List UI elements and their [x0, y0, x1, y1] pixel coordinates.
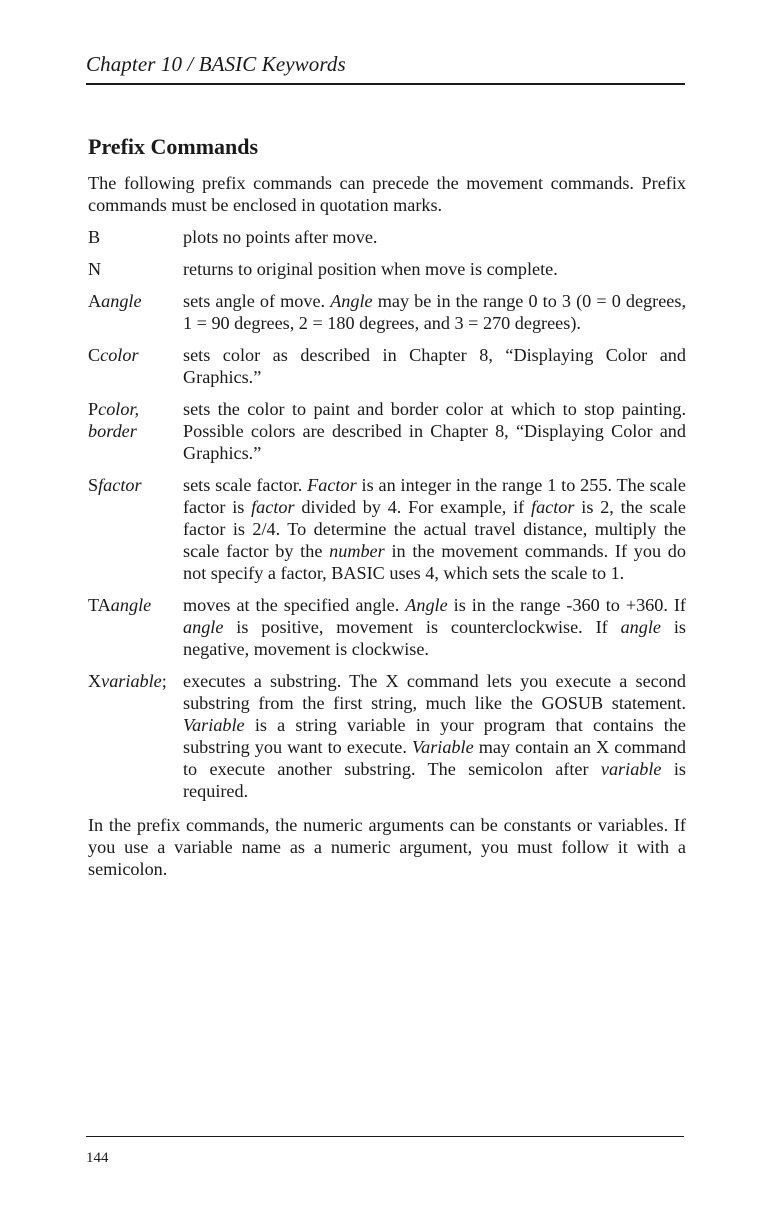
definition-text: in the movement commands. If you do not specify a factor, BASIC uses 4, which sets the scale to 1. [183, 541, 686, 583]
term-prefix: P [88, 399, 99, 419]
definition-emphasis: Variable [412, 737, 474, 757]
entry-term [88, 344, 183, 388]
entry-definition: sets color as described in Chapter 8, “Displaying Color and Graphics.” [183, 345, 686, 387]
term-argument: variable [101, 671, 162, 691]
term-argument: factor [98, 475, 142, 495]
entry-term [88, 474, 183, 584]
term-argument: angle [110, 595, 152, 615]
definition-text: is 2, the scale factor is 2/4. To determine the actual travel distance, multiply the scale factor by the [183, 497, 686, 561]
definition-text: is negative, movement is clockwise. [183, 617, 686, 659]
section-heading: Prefix Commands [88, 134, 259, 159]
page-number: 144 [86, 1150, 109, 1166]
definition-emphasis: Variable [183, 715, 245, 735]
entry-term [88, 290, 183, 334]
definition-entry-scale [88, 474, 686, 584]
definition-emphasis: number [329, 541, 385, 561]
entry-definition: sets the color to paint and border color at which to stop painting. Possible colors are described in Chapter 8, “Displaying Color and Graphics.” [183, 399, 686, 463]
definition-text: sets scale factor. [183, 475, 308, 495]
definition-entry-n [88, 258, 686, 280]
definition-emphasis: variable [600, 759, 662, 779]
definition-text: divided by 4. For example, if [294, 497, 532, 517]
definition-text: is required. [183, 759, 686, 801]
term-suffix: ; [161, 671, 167, 691]
entry-term [88, 670, 183, 802]
term-argument-2: border [88, 421, 137, 441]
definition-text: executes a substring. The X command lets you execute a second substring from the first string, much like the GOSUB statement. [183, 671, 686, 713]
definition-emphasis: factor [531, 497, 575, 517]
footer-rule [86, 1136, 684, 1137]
definition-text: is a string variable in your program that contains the substring you want to execute. [183, 715, 686, 757]
definition-text: is in the range -360 to +360. If [447, 595, 686, 615]
entry-term: B [88, 227, 101, 247]
term-prefix: S [88, 475, 99, 495]
definition-entry-color [88, 344, 686, 388]
entry-definition [183, 670, 686, 802]
definition-emphasis: Angle [330, 291, 373, 311]
entry-definition: returns to original position when move is complete. [183, 259, 558, 279]
header-rule [86, 83, 685, 85]
term-argument: color [100, 345, 139, 365]
entry-term [88, 594, 183, 660]
definition-entry-angle [88, 290, 686, 334]
closing-paragraph: In the prefix commands, the numeric arguments can be constants or variables. If you use a variable name as a numeric argument, you must follow it with a semicolon. [88, 815, 686, 879]
definition-text: may contain an X command to execute another substring. The semicolon after [183, 737, 686, 779]
definition-text: sets angle of move. [183, 291, 331, 311]
entry-definition [183, 474, 686, 584]
definition-text: is an integer in the range 1 to 255. The scale factor is [183, 475, 686, 517]
intro-paragraph: The following prefix commands can precede the movement commands. Prefix commands must be enclosed in quotation marks. [88, 173, 686, 215]
definition-emphasis: angle [183, 617, 224, 637]
definition-text: is positive, movement is counterclockwise. If [223, 617, 621, 637]
entry-term [88, 398, 183, 464]
definition-entry-b [88, 226, 686, 248]
definition-entry-turn-angle [88, 594, 686, 660]
definition-emphasis: angle [620, 617, 661, 637]
definition-entry-execute-substring [88, 670, 686, 802]
term-prefix: A [88, 291, 102, 311]
term-argument: angle [101, 291, 142, 311]
entry-term: N [88, 259, 102, 279]
definition-emphasis: Angle [405, 595, 448, 615]
definition-emphasis: factor [251, 497, 295, 517]
chapter-header-title: Chapter 10 / BASIC Keywords [86, 52, 346, 76]
definition-text: moves at the specified angle. [183, 595, 406, 615]
entry-definition: plots no points after move. [183, 227, 378, 247]
content-body [88, 172, 686, 880]
entry-definition [183, 290, 686, 334]
term-prefix: TA [88, 595, 111, 615]
definition-text: may be in the range 0 to 3 (0 = 0 degrees, 1 = 90 degrees, 2 = 180 degrees, and 3 = 270 degrees). [183, 291, 686, 333]
term-prefix: C [88, 345, 101, 365]
term-prefix: X [88, 671, 102, 691]
term-argument: color, [98, 399, 140, 419]
definition-emphasis: Factor [307, 475, 357, 495]
definition-entry-paint [88, 398, 686, 464]
entry-definition [183, 594, 686, 660]
